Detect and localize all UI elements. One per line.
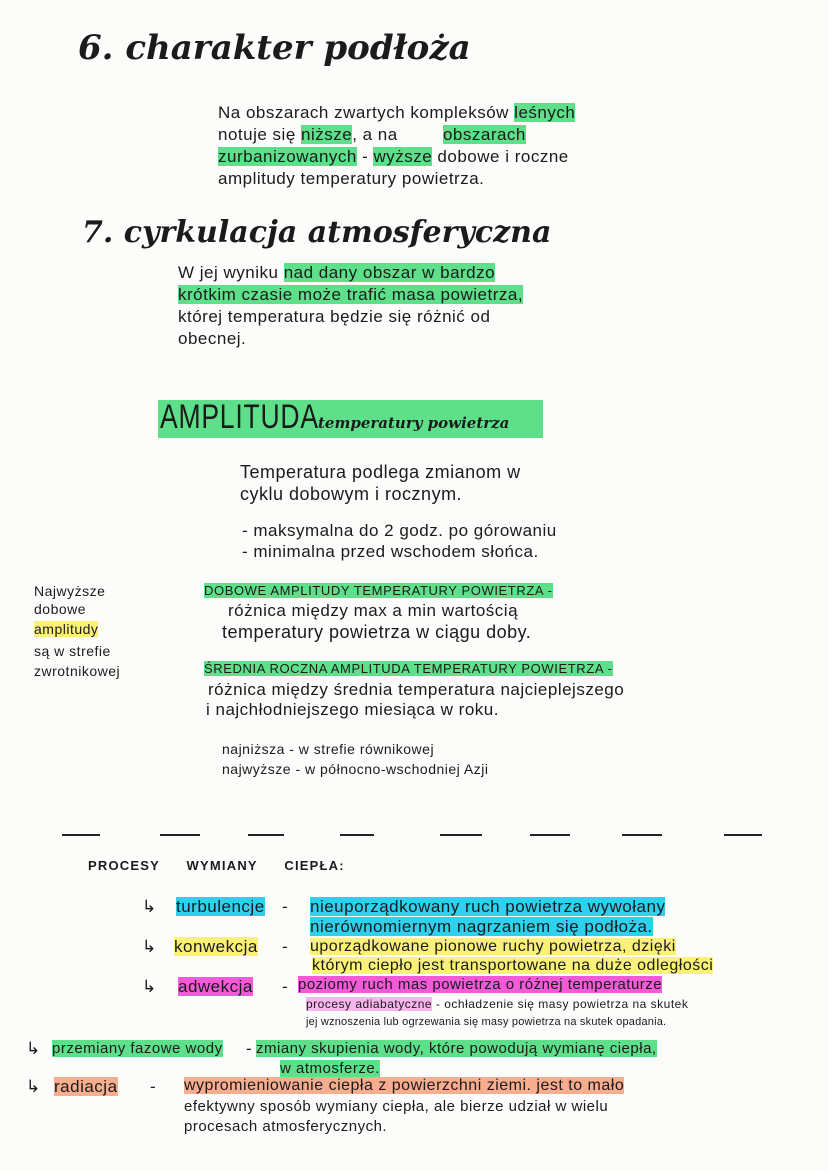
adiabatic-text: - ochładzenie się masy powietrza na skutek <box>432 997 689 1011</box>
highlight-orange: z powierzchni ziemi. jest to mało <box>373 1077 625 1094</box>
highlight-green: niższe <box>301 125 353 144</box>
section-6-heading: 6. charakter podłoża <box>78 28 471 68</box>
highest-note: najwyższe - w północno-wschodniej Azji <box>222 761 489 777</box>
radiation-line-2: efektywny sposób wymiany ciepła, ale bierze udział w wielu <box>184 1098 609 1115</box>
separator-dash <box>62 834 100 836</box>
separator-dash <box>530 834 570 836</box>
side-note-5: zwrotnikowej <box>34 663 121 679</box>
highlight-green: obszarach <box>442 125 526 144</box>
highlight-yellow: amplitudy <box>34 621 99 637</box>
s7-line-4: obecnej. <box>178 329 247 348</box>
s6-line-2 <box>218 124 526 145</box>
side-note-3 <box>34 620 98 638</box>
s6-line-4: amplitudy temperatury powietrza. <box>218 169 485 188</box>
section-7-heading: 7. cyrkulacja atmosferyczna <box>82 215 552 250</box>
side-note-4: są w strefie <box>34 643 111 659</box>
s6-text: - <box>356 147 374 166</box>
s6-text: Na obszarach zwartych kompleksów <box>218 103 515 122</box>
annual-amp-line-1: różnica między średnia temperatura najcieplejszego <box>208 680 625 699</box>
dash: - <box>150 1077 157 1096</box>
s6-text: , a na <box>352 125 403 144</box>
highlight-green: ŚREDNIA ROCZNA AMPLITUDA TEMPERATURY POWIETRZA - <box>204 661 613 676</box>
arrow-icon: ↳ <box>142 977 157 996</box>
phase-change-term <box>52 1038 223 1059</box>
highlight-green: wyższe <box>373 147 433 166</box>
amp-para-2: cyklu dobowym i rocznym. <box>240 484 463 504</box>
turbulence-line-1 <box>310 896 665 917</box>
highlight-green: nad dany obszar w bardzo <box>283 263 496 282</box>
s6-text: dobowe i roczne <box>432 147 569 166</box>
convection-line-2 <box>312 955 713 976</box>
highlight-orange: radiacja <box>54 1077 118 1096</box>
highlight-pink: adwekcja <box>178 977 253 996</box>
lowest-note: najniższa - w strefie równikowej <box>222 741 435 757</box>
highlight-green: DOBOWE AMPLITUDY TEMPERATURY POWIETRZA - <box>204 583 553 598</box>
amp-bullet-1: - maksymalna do 2 godz. po górowaniu <box>242 521 557 540</box>
highlight-yellow: którym ciepło jest transportowane na duże odległości <box>312 957 714 974</box>
turbulence-line-2 <box>310 916 653 937</box>
arrow-icon: ↳ <box>26 1039 41 1058</box>
highlight-blue: turbulencje <box>176 897 265 916</box>
highlight-blue: nierównomiernym nagrzaniem się podłoża. <box>310 917 653 936</box>
s7-line-2 <box>178 284 523 305</box>
daily-amp-line-1: różnica między max a min wartością <box>228 601 519 620</box>
advection-term <box>178 976 253 997</box>
arrow-icon: ↳ <box>26 1077 41 1096</box>
dash: - <box>282 977 289 996</box>
highlight-green: leśnych <box>514 103 576 122</box>
s6-line-3 <box>218 146 569 167</box>
highlight-green: krótkim czasie może trafić masa powietrza, <box>178 285 524 304</box>
separator-dash <box>440 834 482 836</box>
daily-amp-line-2: temperatury powietrza w ciągu doby. <box>222 622 532 642</box>
s6-line-1 <box>218 102 575 123</box>
separator-dash <box>724 834 762 836</box>
dash: - <box>246 1039 253 1058</box>
highlight-blue: nieuporządkowany ruch powietrza wywołany <box>310 897 666 916</box>
highlight-green: zurbanizowanych <box>218 147 357 166</box>
highlight-orange: wypromieniowanie ciepła <box>184 1077 374 1094</box>
highlight-green: zmiany skupienia wody, które powodują wymianę ciepła, <box>256 1040 657 1057</box>
radiation-term <box>54 1076 118 1097</box>
highlight-pink: procesy adiabatyczne <box>306 997 433 1011</box>
side-note-2: dobowe <box>34 601 87 617</box>
convection-term <box>174 936 258 957</box>
highlight-pink: poziomy ruch mas powietrza o różnej temperaturze <box>298 976 663 993</box>
arrow-icon: ↳ <box>142 937 157 956</box>
highlight-green: w atmosferze. <box>280 1060 380 1077</box>
arrow-icon: ↳ <box>142 897 157 916</box>
separator-dash <box>340 834 374 836</box>
highlight-green: przemiany fazowe wody <box>52 1040 223 1057</box>
s7-line-1 <box>178 262 495 283</box>
turbulence-term <box>176 896 265 917</box>
dash: - <box>282 937 289 956</box>
highlight-yellow: konwekcja <box>174 937 258 956</box>
amplitude-title: AMPLITUDA <box>160 398 319 436</box>
s6-text: notuje się <box>218 125 301 144</box>
highlight-yellow: uporządkowane pionowe ruchy powietrza, dzięki <box>310 938 676 955</box>
daily-amplitude-heading <box>204 580 553 601</box>
convection-line-1 <box>310 936 676 957</box>
s7-line-3: której temperatura będzie się różnić od <box>178 307 491 326</box>
separator-dash <box>160 834 200 836</box>
annual-amplitude-heading <box>204 658 613 679</box>
advection-line-1 <box>298 974 662 995</box>
s7-text: W jej wyniku <box>178 263 284 282</box>
advection-line-3: jej wznoszenia lub ogrzewania się masy powietrza na skutek opadania. <box>306 1016 667 1028</box>
separator-dash <box>248 834 284 836</box>
phase-change-line-1 <box>256 1038 657 1059</box>
processes-heading: PROCESY WYMIANY CIEPŁA: <box>88 858 345 873</box>
amp-para-1: Temperatura podlega zmianom w <box>240 462 521 482</box>
dash: - <box>282 897 289 916</box>
amplitude-subtitle: temperatury powietrza <box>318 414 510 432</box>
radiation-line-1 <box>184 1075 624 1096</box>
separator-dash <box>622 834 662 836</box>
amp-bullet-2: - minimalna przed wschodem słońca. <box>242 542 539 561</box>
side-note-1: Najwyższe <box>34 583 106 599</box>
radiation-line-3: procesach atmosferycznych. <box>184 1118 388 1135</box>
annual-amp-line-2: i najchłodniejszego miesiąca w roku. <box>206 700 499 719</box>
